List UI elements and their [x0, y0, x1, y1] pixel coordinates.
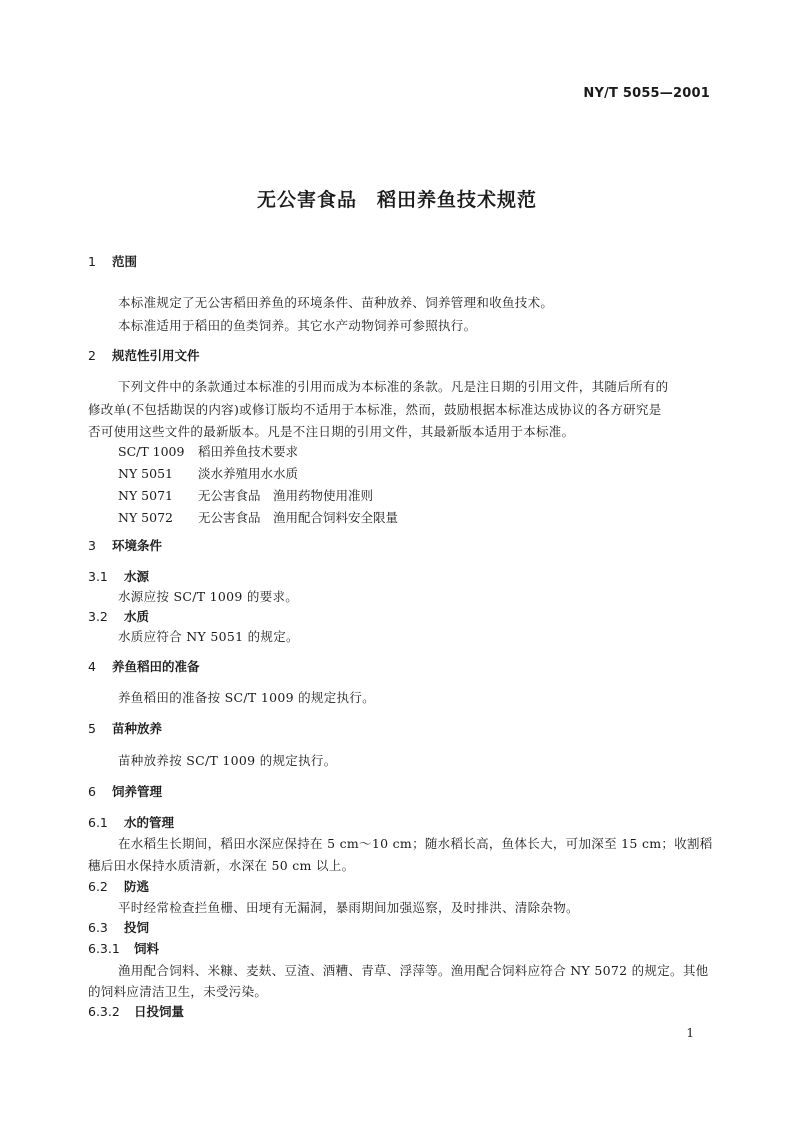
heading-5: [88, 719, 162, 737]
paragraph: 在水稻生长期间，稻田水深应保持在 5 cm～10 cm；随水稻长高，鱼体长大，可加深至 15 cm；收割稻: [118, 836, 713, 851]
heading-text: 范围: [112, 254, 138, 269]
heading-number: 3: [88, 538, 96, 553]
heading-text: 水源: [124, 569, 150, 584]
heading-2: [88, 346, 200, 364]
heading-text: 养鱼稻田的准备: [112, 659, 200, 674]
heading-text: 水的管理: [124, 815, 175, 830]
heading-number: 3.2: [88, 609, 108, 624]
heading-4: [88, 657, 200, 675]
heading-number: 6.2: [88, 879, 108, 894]
paragraph: 渔用配合饲料、米糠、麦麸、豆渣、酒糟、青草、浮萍等。渔用配合饲料应符合 NY 5072 的规定。其他: [118, 963, 709, 978]
heading-number: 2: [88, 348, 96, 363]
paragraph: 本标准适用于稻田的鱼类饲养。其它水产动物饲养可参照执行。: [118, 318, 477, 333]
reference-name: 无公害食品 渔用药物使用准则: [198, 488, 374, 503]
heading-text: 水质: [124, 609, 150, 624]
paragraph: 穗后田水保持水质清新，水深在 50 cm 以上。: [88, 858, 355, 873]
reference-code: NY 5051: [118, 466, 173, 481]
heading-3: [88, 536, 162, 554]
paragraph: 否可使用这些文件的最新版本。凡是不注日期的引用文件，其最新版本适用于本标准。: [88, 424, 575, 439]
heading-number: 3.1: [88, 569, 108, 584]
reference-name: 稻田养鱼技术要求: [198, 444, 299, 459]
heading-6-3-2: [88, 1002, 184, 1020]
heading-text: 防逃: [124, 879, 150, 894]
heading-number: 6.3: [88, 920, 108, 935]
heading-1: [88, 252, 137, 270]
heading-number: 6.3.1: [88, 941, 120, 956]
heading-text: 苗种放养: [112, 721, 163, 736]
heading-text: 规范性引用文件: [112, 348, 200, 363]
heading-6: [88, 782, 162, 800]
heading-6-3-1: [88, 939, 159, 957]
heading-text: 环境条件: [112, 538, 163, 553]
paragraph: 养鱼稻田的准备按 SC/T 1009 的规定执行。: [118, 690, 375, 705]
heading-number: 4: [88, 659, 96, 674]
reference-item: [118, 442, 298, 460]
heading-number: 6: [88, 784, 96, 799]
reference-code: NY 5072: [118, 510, 173, 525]
reference-item: [118, 464, 298, 482]
heading-number: 6.1: [88, 815, 108, 830]
reference-item: [118, 508, 398, 526]
heading-text: 日投饲量: [134, 1004, 185, 1019]
paragraph: 修改单(不包括勘误的内容)或修订版均不适用于本标准，然而，鼓励根据本标准达成协议的各方研究是: [88, 402, 662, 417]
standard-code: NY/T 5055—2001: [583, 86, 710, 101]
reference-item: [118, 486, 373, 504]
reference-code: SC/T 1009: [118, 444, 185, 459]
paragraph: 的饲料应清洁卫生，未受污染。: [88, 984, 268, 999]
paragraph: 水质应符合 NY 5051 的规定。: [118, 629, 299, 644]
heading-6-1: [88, 813, 174, 831]
paragraph: 平时经常检查拦鱼栅、田埂有无漏洞，暴雨期间加强巡察，及时排洪、清除杂物。: [118, 900, 579, 915]
page-number: 1: [686, 1026, 694, 1040]
reference-name: 淡水养殖用水水质: [198, 466, 299, 481]
heading-number: 6.3.2: [88, 1004, 120, 1019]
heading-6-2: [88, 877, 149, 895]
paragraph: 水源应按 SC/T 1009 的要求。: [118, 589, 299, 604]
document-title: 无公害食品 稻田养鱼技术规范: [256, 189, 537, 211]
heading-number: 1: [88, 254, 96, 269]
heading-text: 饲养管理: [112, 784, 163, 799]
heading-3-2: [88, 607, 149, 625]
reference-name: 无公害食品 渔用配合饲料安全限量: [198, 510, 399, 525]
heading-6-3: [88, 918, 149, 936]
heading-text: 投饲: [124, 920, 150, 935]
paragraph: 下列文件中的条款通过本标准的引用而成为本标准的条款。凡是注日期的引用文件，其随后所有的: [118, 379, 669, 394]
reference-code: NY 5071: [118, 488, 173, 503]
heading-text: 饲料: [134, 941, 160, 956]
paragraph: 苗种放养按 SC/T 1009 的规定执行。: [118, 753, 337, 768]
heading-3-1: [88, 567, 149, 585]
paragraph: 本标准规定了无公害稻田养鱼的环境条件、苗种放养、饲养管理和收鱼技术。: [118, 295, 554, 310]
heading-number: 5: [88, 721, 96, 736]
